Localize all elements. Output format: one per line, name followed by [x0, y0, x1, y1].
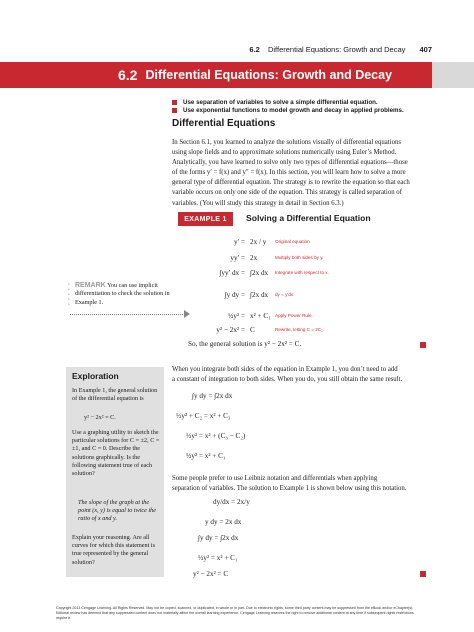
header-section: 6.2	[249, 45, 260, 54]
step-lhs: y² − 2x² =	[216, 326, 245, 334]
constant-step: ½y² = x² + C₁	[186, 452, 226, 460]
conclusion: So, the general solution is y² − 2x² = C.	[188, 340, 302, 348]
leibniz-step: y² − 2x² = C	[193, 570, 229, 578]
end-marker-icon	[420, 571, 426, 577]
text-line: variable occurs on only one side of the equation. This strategy is called separation of	[172, 189, 402, 197]
step-rhs: x² + C₁	[250, 312, 271, 320]
step-lhs: ½y² =	[228, 312, 245, 320]
text-line: When you integrate both sides of the equation in Example 1, you don’t need to add	[172, 366, 398, 373]
remark-block	[75, 282, 173, 307]
objective-item	[172, 107, 404, 114]
example-title: Solving a Differential Equation	[246, 213, 371, 223]
step-lhs: ∫yy′ dx =	[219, 269, 245, 277]
step-rhs: 2x / y	[250, 238, 267, 246]
remark-dots: • • • • •	[68, 283, 70, 308]
intro-paragraph	[172, 138, 437, 209]
end-marker-icon	[420, 342, 426, 348]
step-rhs: ∫2x dx	[250, 269, 269, 277]
step-note: Rewrite, letting C = 2C₁.	[275, 327, 324, 332]
red-square-bullet-icon	[172, 108, 177, 113]
remark-label: REMARK	[75, 282, 106, 289]
text-line: variables. (You will study this strategy in detail in Section 6.3.)	[172, 199, 344, 207]
banner-title: Differential Equations: Growth and Decay	[145, 68, 393, 82]
exploration-title: Exploration	[72, 371, 119, 381]
example-label: EXAMPLE 1	[178, 212, 233, 226]
step-note: Multiply both sides by y.	[275, 255, 324, 260]
text-line: separation of variables. The solution to Example 1 is shown below using this notation.	[172, 485, 407, 493]
constant-step: ½y² = x² + (C₃ − C₂)	[186, 432, 246, 440]
constant-step: ½y² + C₂ = x² + C₃	[176, 412, 231, 420]
exploration-text: Use a graphing utility to sketch the particular solutions for C = ±2, C = ±1, and C = 0. Describe the solutions graphically. Is the following statement true of each solution?	[72, 429, 160, 478]
text-line: a constant of integration to both sides. When you do, you still obtain the same result.	[172, 376, 403, 384]
leibniz-step: ½y² = x² + C₁	[198, 554, 238, 562]
text-line: using slope fields and to approximate solutions numerically using Euler’s Method.	[172, 149, 397, 157]
banner-number: 6.2	[118, 67, 138, 83]
triangle-right-icon	[184, 310, 190, 318]
objective-text: Use exponential functions to model growth and decay in applied problems.	[183, 107, 404, 114]
step-lhs: y′ =	[233, 238, 245, 246]
objective-item	[172, 99, 378, 106]
remark-text: You can use implicit differentiation to check the solution in Example 1.	[75, 282, 170, 306]
banner-tail	[432, 62, 474, 88]
section-heading: Differential Equations	[172, 118, 276, 129]
copyright-notice: Copyright 2013 Cengage Learning. All Rights Reserved. May not be copied, scanned, or duplicated, in whole or in part. Due to electronic rights, some third party content may be suppressed from the eBook and/or eChapter(s). Editorial review has deemed that any suppressed content does not materially affect the overall learning experience. Cengage Learning reserves the right to remove additional content at any time if subsequent rights restrictions require it.	[56, 606, 414, 620]
exploration-sidebar	[66, 367, 164, 577]
exploration-text: Explain your reasoning. Are all curves for which this statement is true represented by the general solution?	[72, 534, 155, 566]
step-lhs: ∫y dy =	[224, 291, 245, 299]
exploration-text: In Example 1, the general solution of the differential equation is	[72, 387, 158, 403]
step-rhs: C	[250, 326, 255, 334]
step-rhs: 2x	[250, 254, 258, 262]
objective-text: Use separation of variables to solve a simple differential equation.	[183, 99, 378, 106]
text-line: Analytically, you have learned to solve only two types of differential equations—those	[172, 159, 408, 167]
exploration-equation: y² − 2x² = C.	[84, 414, 116, 421]
page-number: 407	[419, 45, 432, 54]
paragraph-leibniz	[172, 474, 437, 494]
text-line: In Section 6.1, you learned to analyze the solutions visually of differential equations	[172, 139, 402, 146]
leibniz-step: dy/dx = 2x/y	[213, 498, 250, 506]
red-square-bullet-icon	[172, 100, 177, 105]
text-line: of the forms y′ = f(x) and y″ = f(x). In this section, you will learn how to solve a more	[172, 169, 406, 177]
exploration-quote: The slope of the graph at the point (x, y) is equal to twice the ratio of x and y.	[78, 499, 157, 523]
step-rhs: ∫2x dx	[250, 291, 269, 299]
paragraph-constants	[172, 365, 437, 385]
leibniz-step: y dy = 2x dx	[205, 518, 242, 526]
header-title: Differential Equations: Growth and Decay	[267, 45, 406, 54]
leibniz-step: ∫y dy = ∫2x dx	[198, 534, 239, 542]
constant-step: ∫y dy = ∫2x dx	[192, 392, 233, 400]
step-lhs: yy′ =	[230, 254, 245, 262]
step-note: Original equation	[275, 239, 310, 244]
remark-dotted-line	[70, 314, 185, 315]
step-note: Apply Power Rule.	[275, 313, 313, 318]
running-header	[249, 45, 432, 54]
section-banner	[0, 62, 432, 88]
step-note: dy = y′dx	[275, 292, 294, 297]
step-note: Integrate with respect to x.	[275, 270, 329, 275]
text-line: general type of differential equation. The strategy is to rewrite the equation so that each	[172, 179, 410, 187]
text-line: Some people prefer to use Leibniz notation and differentials when applying	[172, 475, 378, 482]
